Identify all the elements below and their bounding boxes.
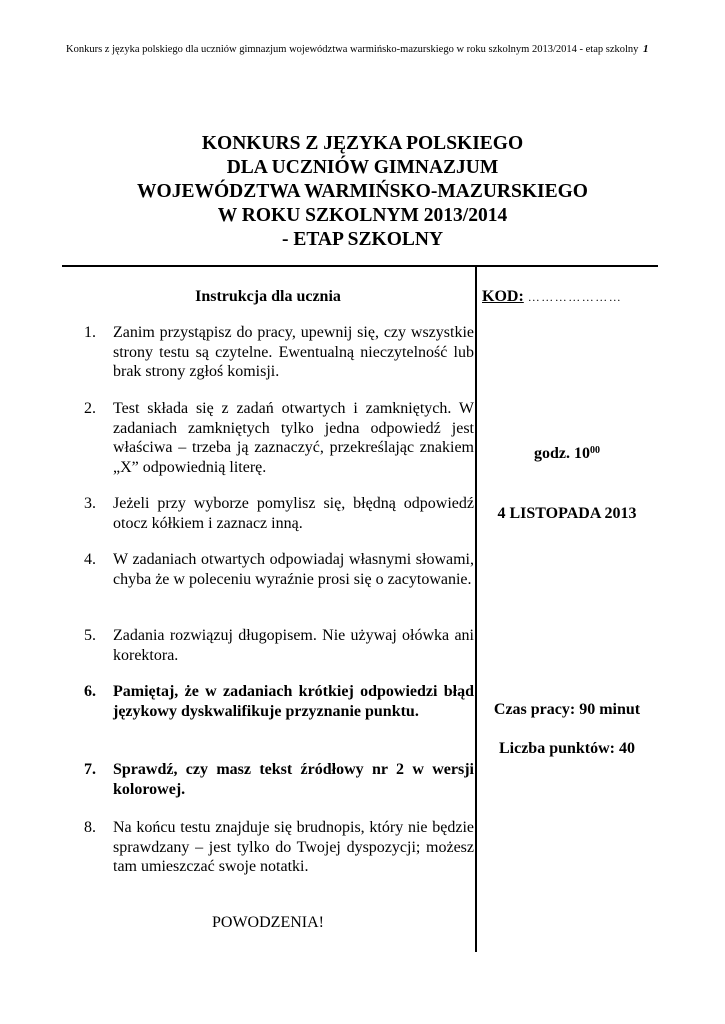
item-number: 4. [84, 551, 96, 568]
item-text: Sprawdź, czy masz tekst źródłowy nr 2 w wersji kolorowej. [113, 761, 474, 798]
exam-time [477, 444, 657, 464]
exam-time-label: godz. 10 [534, 445, 590, 462]
instruction-item [84, 818, 476, 877]
exam-date: 4 LISTOPADA 2013 [497, 505, 637, 522]
item-number: 8. [84, 819, 96, 836]
title-line: DLA UCZNIÓW GIMNAZJUM [226, 157, 499, 178]
item-number: 7. [84, 761, 96, 778]
title-line: W ROKU SZKOLNYM 2013/2014 [217, 205, 508, 226]
instruction-item-emphasized [84, 682, 476, 721]
running-header: Konkurs z języka polskiego dla uczniów gimnazjum województwa warmińsko-mazurskiego w roku szkolnym 2013/2014 - etap szkolny [66, 44, 639, 55]
instruction-item [84, 323, 476, 382]
title-line: KONKURS Z JĘZYKA POLSKIEGO [201, 133, 524, 154]
item-number: 2. [84, 400, 96, 417]
exam-points: Liczba punktów: 40 [498, 740, 636, 757]
item-number: 6. [84, 683, 96, 700]
document-title [60, 132, 665, 252]
instruction-item [84, 399, 476, 477]
title-line: WOJEWÓDZTWA WARMIŃSKO-MAZURSKIEGO [137, 181, 588, 202]
item-text: W zadaniach otwartych odpowiadaj własnymi słowami, chyba że w poleceniu wyraźnie prosi się o zacytowanie. [113, 551, 474, 588]
table-top-rule [62, 265, 658, 267]
item-number: 3. [84, 495, 96, 512]
code-field [482, 287, 622, 307]
instruction-item [84, 626, 476, 665]
instruction-item-emphasized [84, 760, 476, 799]
item-text: Na końcu testu znajduje się brudnopis, który nie będzie sprawdzany – jest tylko do Twojej dyspozycji; możesz tam umieszczać swoje notatki. [113, 819, 474, 875]
exam-time-minutes: 00 [590, 445, 600, 456]
code-label: KOD: [482, 288, 524, 305]
item-text: Pamiętaj, że w zadaniach krótkiej odpowiedzi błąd językowy dyskwalifikuje przyznanie punktu. [113, 683, 474, 720]
instruction-item [84, 494, 476, 533]
item-text: Test składa się z zadań otwartych i zamkniętych. W zadaniach zamkniętych tylko jedna odpowiedź jest właściwa – trzeba ją zaznaczyć, przekreślając znakiem „X” odpowiednią literę. [113, 400, 474, 476]
closing-message: POWODZENIA! [212, 914, 324, 931]
item-text: Zadania rozwiązuj długopisem. Nie używaj ołówka ani korektora. [113, 627, 474, 664]
item-number: 1. [84, 324, 96, 341]
page-number: 1 [643, 43, 649, 55]
exam-duration: Czas pracy: 90 minut [493, 701, 641, 718]
title-line: - ETAP SZKOLNY [281, 229, 444, 250]
item-text: Zanim przystąpisz do pracy, upewnij się, czy wszystkie strony testu są czytelne. Ewentualną nieczytelność lub brak strony zgłoś komisji. [113, 324, 474, 380]
item-text: Jeżeli przy wyborze pomylisz się, błędną odpowiedź otocz kółkiem i zaznacz inną. [113, 495, 474, 532]
code-blank: ………………… [527, 290, 623, 304]
instruction-item [84, 550, 476, 589]
item-number: 5. [84, 627, 96, 644]
instructions-heading: Instrukcja dla ucznia [195, 288, 341, 305]
